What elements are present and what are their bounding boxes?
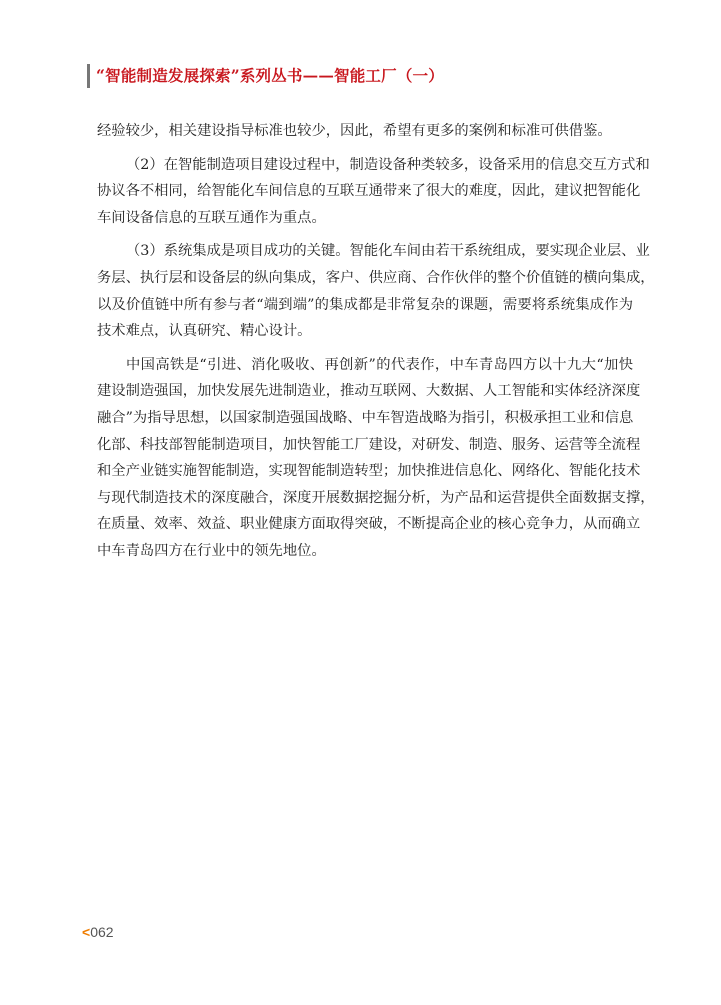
text-line: 经验较少，相关建设指导标准也较少，因此，希望有更多的案例和标准可供借鉴。	[97, 123, 612, 139]
text-line: 以及价值链中所有参与者“端到端”的集成都是非常复杂的课题，需要将系统集成作为	[97, 296, 633, 313]
page-number	[82, 924, 114, 940]
text-line: 协议各不相同，给智能化车间信息的互联互通带来了很大的难度，因此，建议把智能化	[97, 183, 641, 200]
paragraph-1	[97, 118, 633, 145]
paragraph-4	[97, 352, 655, 565]
paragraph-3	[97, 238, 655, 344]
paragraph-2	[97, 152, 650, 232]
text-line: 化部、科技部智能制造项目，加快智能工厂建设，对研发、制造、服务、运营等全流程	[97, 436, 641, 453]
text-line: 在质量、效率、效益、职业健康方面取得突破，不断提高企业的核心竞争力，从而确立	[97, 516, 641, 533]
text-line: 务层、执行层和设备层的纵向集成，客户、供应商、合作伙伴的整个价值链的横向集成，	[97, 269, 655, 286]
page-arrow-icon: <	[82, 924, 91, 940]
text-line: 和全产业链实施智能制造，实现智能制造转型；加快推进信息化、网络化、智能化技术	[97, 463, 641, 480]
body-text	[97, 118, 655, 572]
text-line: （2）在智能制造项目建设过程中，制造设备种类较多，设备采用的信息交互方式和	[126, 156, 650, 173]
text-line: 中车青岛四方在行业中的领先地位。	[97, 542, 326, 559]
page-number-value: 062	[90, 924, 114, 940]
text-line: 建设制造强国，加快发展先进制造业，推动互联网、大数据、人工智能和实体经济深度	[97, 383, 641, 400]
text-line: （3）系统集成是项目成功的关键。智能化车间由若干系统组成，要实现企业层、业	[126, 243, 650, 260]
text-line: 与现代制造技术的深度融合，深度开展数据挖掘分析，为产品和运营提供全面数据支撑，	[97, 489, 655, 506]
running-header-title: “智能制造发展探索”系列丛书——智能工厂（一）	[96, 66, 444, 85]
text-line: 技术难点，认真研究、精心设计。	[97, 323, 312, 340]
text-line: 中国高铁是“引进、消化吸收、再创新”的代表作，中车青岛四方以十九大“加快	[126, 356, 633, 373]
text-line: 融合”为指导思想，以国家制造强国战略、中车智造战略为指引，积极承担工业和信息	[97, 409, 634, 426]
text-line: 车间设备信息的互联互通作为重点。	[97, 209, 326, 226]
header-accent-bar	[87, 64, 90, 88]
